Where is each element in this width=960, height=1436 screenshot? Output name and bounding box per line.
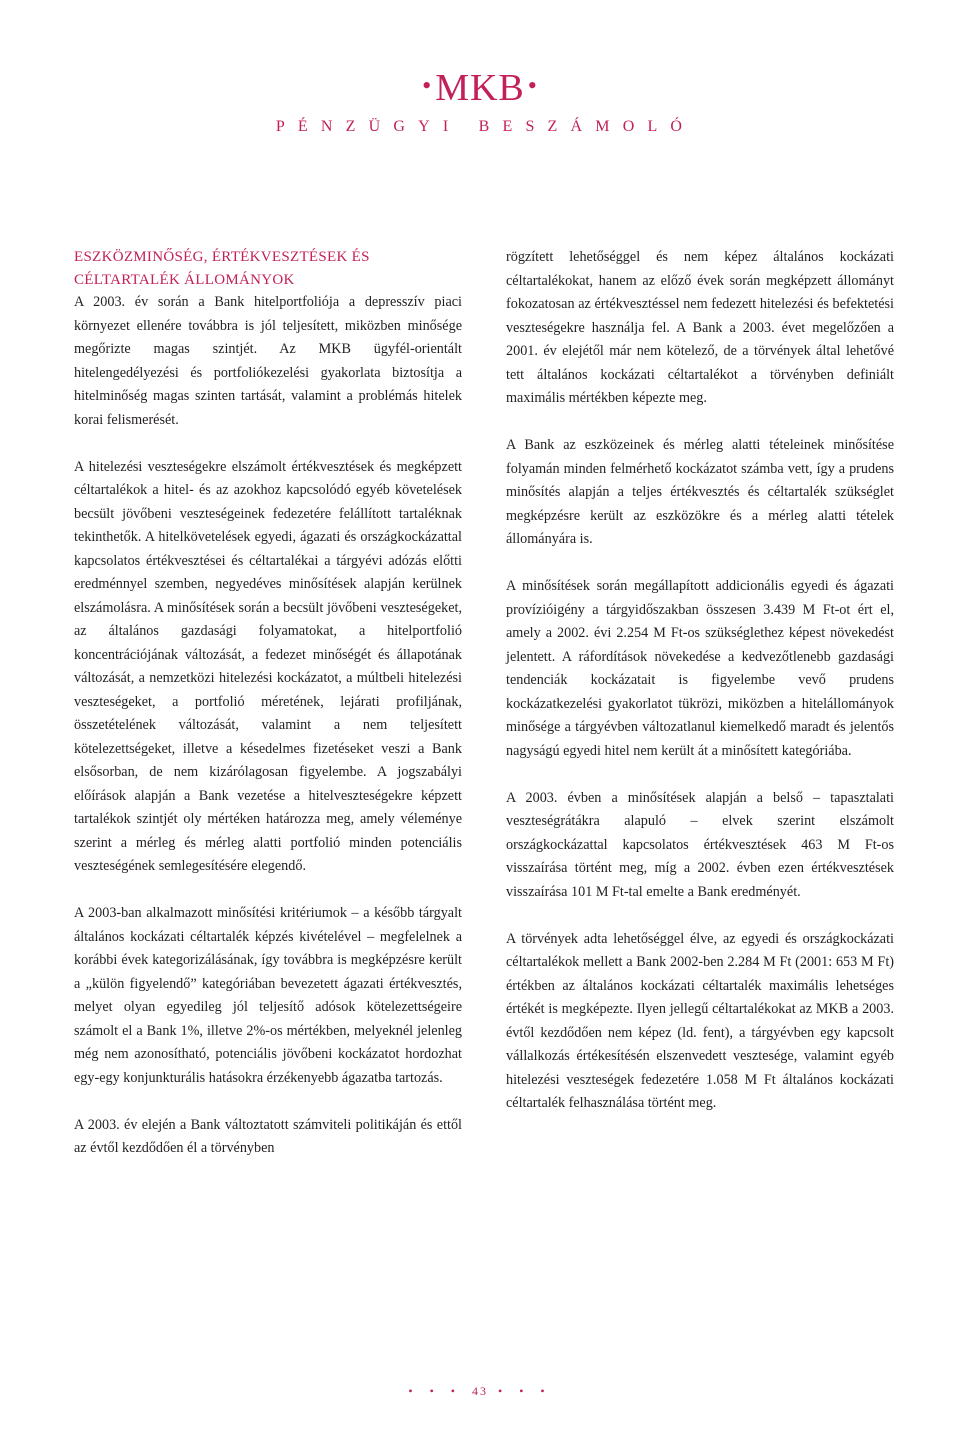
left-column (74, 246, 462, 1161)
right-paragraph-1: rögzített lehetőséggel és nem képez általános kockázati céltartalékokat, hanem az előző évek során megképzett állományt fokozatosan az értékvesztéssel nem fedezett hitelezési és befektetési veszteségekre használja fel. A Bank a 2003. évet megelőzően a 2001. év elejétől már nem kötelező, de a törvények által lehetővé tett általános kockázati céltartalékot a törvényben definiált maximális mértékben képezte meg. (506, 249, 894, 406)
right-paragraph-4: A 2003. évben a minősítések alapján a belső – tapasztalati veszteségrátákra alapuló – elvek szerint elszámolt országkockázattal kapcsolatos értékvesztések 463 M Ft-os visszaírása történt meg, míg a 2002. évben ezen értékvesztések visszaírása 101 M Ft-tal emelte a Bank eredményét. (506, 789, 894, 900)
report-subtitle: PÉNZÜGYI BESZÁMOLÓ (275, 118, 696, 135)
page-number: 43 (472, 1384, 488, 1398)
footer-dots-left: • • • (408, 1384, 472, 1398)
left-paragraph-2: A hitelezési veszteségekre elszámolt értékvesztések és megképzett céltartalékok a hitel- és az azokhoz kapcsolódó egyéb követelések becsült jövőbeni veszteségeinek fedezetére felállított tartaléknak tekinthetők. A hitelkövetelések egyedi, ágazati és országkockázattal kapcsolatos értékvesztései és céltartalékai a tárgyévi adózás előtti eredménnyel szemben, negyedéves minősítések alapján kerülnek elszámolásra. A minősítések során a becsült jövőbeni veszteségeket, az általános gazdasági folyamatokat, a hitelportfolió koncentrációjának változását, a fedezet minőségét és állapotának változását, a nemzetközi hitelezési kockázatot, a múltbeli hitelezési veszteségeket, a portfolió méretének, lejárati profiljának, összetételének változását, valamint a nem teljesített kötelezettségeket, illetve a késedelmes fizetéseket veszi a Bank elsősorban, de nem kizárólagosan figyelembe. A jogszabályi előírások alapján a Bank vezetése a hitelveszteségekre képzett tartalékok szintjét oly mértéken határozza meg, amely véleménye szerint a mérleg és mérleg alatti portfolió minden potenciális veszteségének semlegesítésére elegendő. (74, 458, 462, 874)
page-footer (0, 1384, 960, 1399)
section-title-line-1: ESZKÖZMINŐSÉG, ÉRTÉKVESZTÉSEK ÉS (74, 249, 370, 265)
left-paragraph-3: A 2003-ban alkalmazott minősítési kritériumok – a később tárgyalt általános kockázati céltartalék képzés kivételével – megfelelnek a korábbi évek kategorizálásának, így továbbra is megképzésre került a „külön figyelendő” kategóriában bevezetett ágazati értékvesztés, melyet olyan egyedileg jól teljesítő adósok kötelezettségeire számolt el a Bank 1%, illetve 2%-os mértékben, melyeknél jelenleg még nem azonosítható, potenciális jövőbeni kockázatot hordozhat egy-egy konjunkturális hatásokra érzékenyebb ágazatba tartozás. (74, 905, 462, 1086)
section-title (74, 246, 462, 291)
left-paragraph-4: A 2003. év elején a Bank változtatott számviteli politikáján és ettől az évtől kezdődően él a törvényben (74, 1116, 462, 1156)
left-paragraph-1: A 2003. év során a Bank hitelportfoliója a depresszív piaci környezet ellenére továbbra is jól teljesített, miközben minősége megőrizte magas szintjét. Az MKB ügyfél-orientált hitelengedélyezési és portfoliókezelési gyakorlata biztosítja a hitelminőség magas szinten tartását, valamint a problémás hitelek korai felismerését. (74, 294, 462, 428)
footer-dots-right: • • • (488, 1384, 552, 1398)
logo-dot-right: • (527, 71, 538, 100)
right-paragraph-2: A Bank az eszközeinek és mérleg alatti tételeinek minősítése folyamán minden felmérhető kockázatot számba vett, így a prudens minősítés alapján a teljes értékvesztés és céltartalék szükséglet megképzésre került az eszközökre és a mérleg alatti tételek állományára is. (506, 437, 894, 547)
logo-text: MKB (435, 67, 525, 109)
section-title-line-2: CÉLTARTALÉK ÁLLOMÁNYOK (74, 271, 295, 288)
page-header (0, 64, 960, 136)
logo-dot-left: • (422, 71, 433, 100)
mkb-logo (0, 64, 960, 110)
right-paragraph-5: A törvények adta lehetőséggel élve, az egyedi és országkockázati céltartalékok mellett a Bank 2002-ben 2.284 M Ft (2001: 653 M Ft) értékben az általános kockázati céltartalék maximális lehetséges értékét is megképezte. Ilyen jellegű céltartalékokat az MKB a 2003. évtől kezdődően nem képez (ld. fent), a tárgyévben egy kapcsolt vállalkozás értékesítésén elszenvedett vesztesége, valamint egyéb hitelezési veszteségek fedezetére 1.058 M Ft általános kockázati céltartalék felhasználása történt meg. (506, 930, 894, 1111)
right-column (506, 246, 894, 1116)
right-paragraph-3: A minősítések során megállapított addicionális egyedi és ágazati provízióigény a tárgyidőszakban összesen 3.439 M Ft-ot ért el, amely a 2002. évi 2.254 M Ft-os szükséglethez képest növekedést jelentett. A ráfordítások növekedése a kedvezőtlenebb gazdasági tendenciák kockázatait is figyelembe vevő prudens kockázatkezelési gyakorlatot tükrözi, miközben a hitelállományok minősége a tárgyévben változatlanul kiemelkedő maradt és jelentős nagyságú egyedi hitel nem került át a minősített kategóriába. (506, 578, 894, 759)
